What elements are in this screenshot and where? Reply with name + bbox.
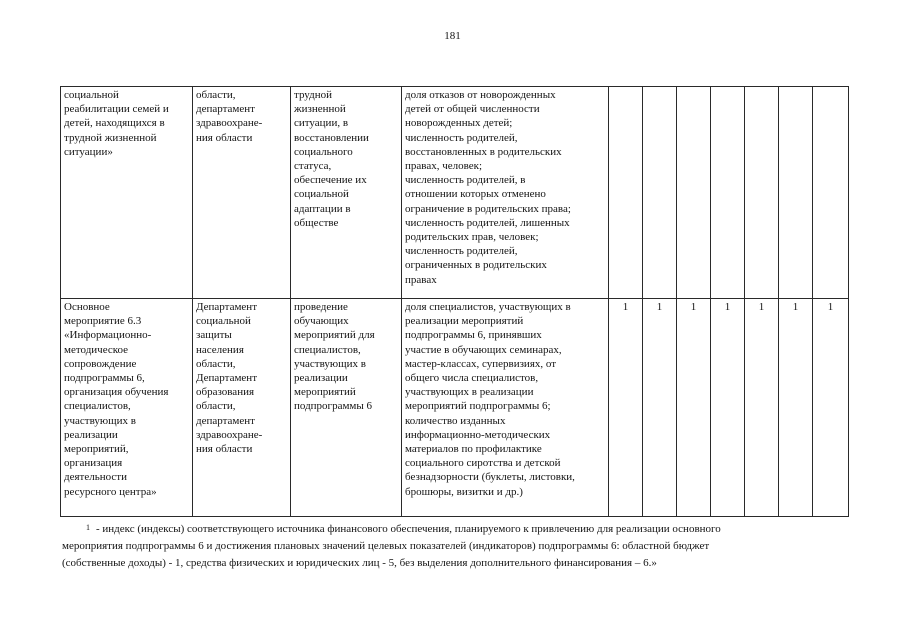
year-cell: 1: [779, 299, 813, 517]
cell-line: социальной: [64, 89, 119, 101]
cell-line: трудной жизненной: [64, 131, 157, 144]
cell-line: отношении которых отменено: [405, 188, 546, 201]
year-cell: [779, 87, 813, 299]
cell-col-c: [291, 87, 402, 299]
cell-line: общего числа специалистов,: [405, 372, 539, 385]
cell-line: департамент: [196, 414, 255, 427]
cell-line: обществе: [294, 216, 339, 229]
footnote-line-3: (собственные доходы) - 1, средства физических и юридических лиц - 5, без выделения дополнительного финансирования – 6.»: [62, 557, 657, 569]
cell-line: департамент: [196, 103, 255, 116]
year-cell: 1: [813, 299, 849, 517]
cell-line: подпрограммы 6: [294, 400, 373, 413]
cell-line: ситуации»: [64, 145, 113, 158]
cell-line: здравоохране-: [196, 117, 263, 130]
cell-col-b: [193, 87, 291, 299]
cell-line: численность родителей, в: [405, 174, 526, 187]
cell-line: мероприятий подпрограммы 6;: [405, 400, 551, 413]
cell-line: мероприятий,: [64, 443, 129, 456]
cell-line: подпрограммы 6,: [64, 372, 145, 385]
table-row: [61, 299, 849, 517]
cell-line: Департамент: [196, 301, 258, 313]
cell-line: правах: [405, 273, 437, 286]
cell-line: доля специалистов, участвующих в: [405, 301, 571, 313]
cell-line: реализации мероприятий: [405, 315, 524, 328]
cell-line: мероприятие 6.3: [64, 315, 142, 328]
cell-line: Департамент: [196, 372, 258, 385]
page-number: 181: [444, 30, 461, 42]
cell-line: правах, человек;: [405, 160, 483, 173]
year-cell: [643, 87, 677, 299]
cell-line: мероприятий для: [294, 329, 375, 342]
cell-line: доля отказов от новорожденных: [405, 89, 556, 101]
year-cell: [677, 87, 711, 299]
cell-line: участвующих в реализации: [405, 386, 534, 399]
cell-line: сопровождение: [64, 357, 137, 370]
year-cell: 1: [677, 299, 711, 517]
cell-line: образования: [196, 386, 255, 399]
cell-line: реабилитации семей и: [64, 103, 169, 116]
cell-line: социальной: [294, 188, 349, 201]
footnote: [62, 521, 848, 572]
cell-line: реализации: [294, 372, 348, 385]
year-cell: [813, 87, 849, 299]
footnote-line-1: - индекс (индексы) соответствующего источника финансового обеспечения, планируемого к привлечению для реализации основного: [96, 523, 721, 535]
cell-line: «Информационно-: [64, 329, 152, 342]
year-cell: [609, 87, 643, 299]
cell-line: специалистов,: [294, 343, 361, 356]
cell-line: мероприятий: [294, 386, 356, 399]
cell-col-c: [291, 299, 402, 517]
cell-line: организация обучения: [64, 386, 169, 399]
cell-line: обеспечение их: [294, 174, 367, 187]
cell-line: количество изданных: [405, 414, 506, 427]
cell-line: ния области: [196, 131, 253, 144]
cell-line: ния области: [196, 443, 253, 456]
cell-line: организация: [64, 457, 123, 470]
cell-line: проведение: [294, 301, 348, 313]
year-cell: [711, 87, 745, 299]
cell-line: численность родителей,: [405, 245, 518, 258]
cell-line: социальной: [196, 315, 251, 328]
cell-line: участие в обучающих семинарах,: [405, 343, 562, 356]
cell-line: методическое: [64, 343, 129, 356]
cell-line: реализации: [64, 428, 118, 441]
cell-line: участвующих в: [64, 414, 136, 427]
cell-line: области,: [196, 357, 236, 370]
cell-line: социального сиротства и детской: [405, 457, 561, 470]
program-table: [60, 86, 849, 517]
cell-line: ограничение в родительских права;: [405, 202, 571, 215]
cell-line: восстановлении: [294, 131, 369, 144]
cell-line: численность родителей,: [405, 131, 518, 144]
cell-line: жизненной: [294, 103, 346, 116]
cell-line: здравоохране-: [196, 428, 263, 441]
cell-col-d: [402, 299, 609, 517]
cell-line: участвующих в: [294, 357, 366, 370]
cell-line: деятельности: [64, 471, 127, 484]
year-cell: 1: [609, 299, 643, 517]
cell-line: родительских прав, человек;: [405, 231, 539, 244]
cell-line: безнадзорности (буклеты, листовки,: [405, 471, 575, 484]
cell-line: трудной: [294, 89, 332, 101]
cell-line: подпрограммы 6, принявших: [405, 329, 542, 342]
table-row: [61, 87, 849, 299]
cell-line: мастер-классах, супервизиях, от: [405, 357, 557, 370]
cell-line: статуса,: [294, 160, 332, 173]
cell-line: обучающих: [294, 315, 349, 328]
cell-line: детей, находящихся в: [64, 117, 165, 130]
cell-col-a: [61, 87, 193, 299]
footnote-marker: 1: [86, 523, 90, 532]
cell-line: материалов по профилактике: [405, 443, 542, 456]
cell-line: восстановленных в родительских: [405, 145, 562, 158]
cell-line: ситуации, в: [294, 117, 349, 130]
cell-col-d: [402, 87, 609, 299]
cell-line: специалистов,: [64, 400, 131, 413]
cell-line: численность родителей, лишенных: [405, 216, 570, 229]
cell-col-a: [61, 299, 193, 517]
cell-line: ограниченных в родительских: [405, 259, 547, 272]
cell-col-b: [193, 299, 291, 517]
year-cell: [745, 87, 779, 299]
year-cell: 1: [643, 299, 677, 517]
cell-line: защиты: [196, 329, 232, 342]
cell-line: области,: [196, 400, 236, 413]
cell-line: брошюры, визитки и др.): [405, 485, 523, 498]
year-cell: 1: [745, 299, 779, 517]
cell-line: области,: [196, 89, 236, 101]
cell-line: населения: [196, 343, 244, 356]
cell-line: Основное: [64, 301, 110, 313]
cell-line: информационно-методических: [405, 428, 551, 441]
cell-line: ресурсного центра»: [64, 485, 157, 498]
cell-line: новорожденных детей;: [405, 117, 513, 130]
cell-line: адаптации в: [294, 202, 351, 215]
cell-line: детей от общей численности: [405, 103, 540, 116]
year-cell: 1: [711, 299, 745, 517]
footnote-line-2: мероприятия подпрограммы 6 и достижения плановых значений целевых показателей (индикаторов) подпрограммы 6: областной бюджет: [62, 540, 710, 552]
cell-line: социального: [294, 145, 353, 158]
